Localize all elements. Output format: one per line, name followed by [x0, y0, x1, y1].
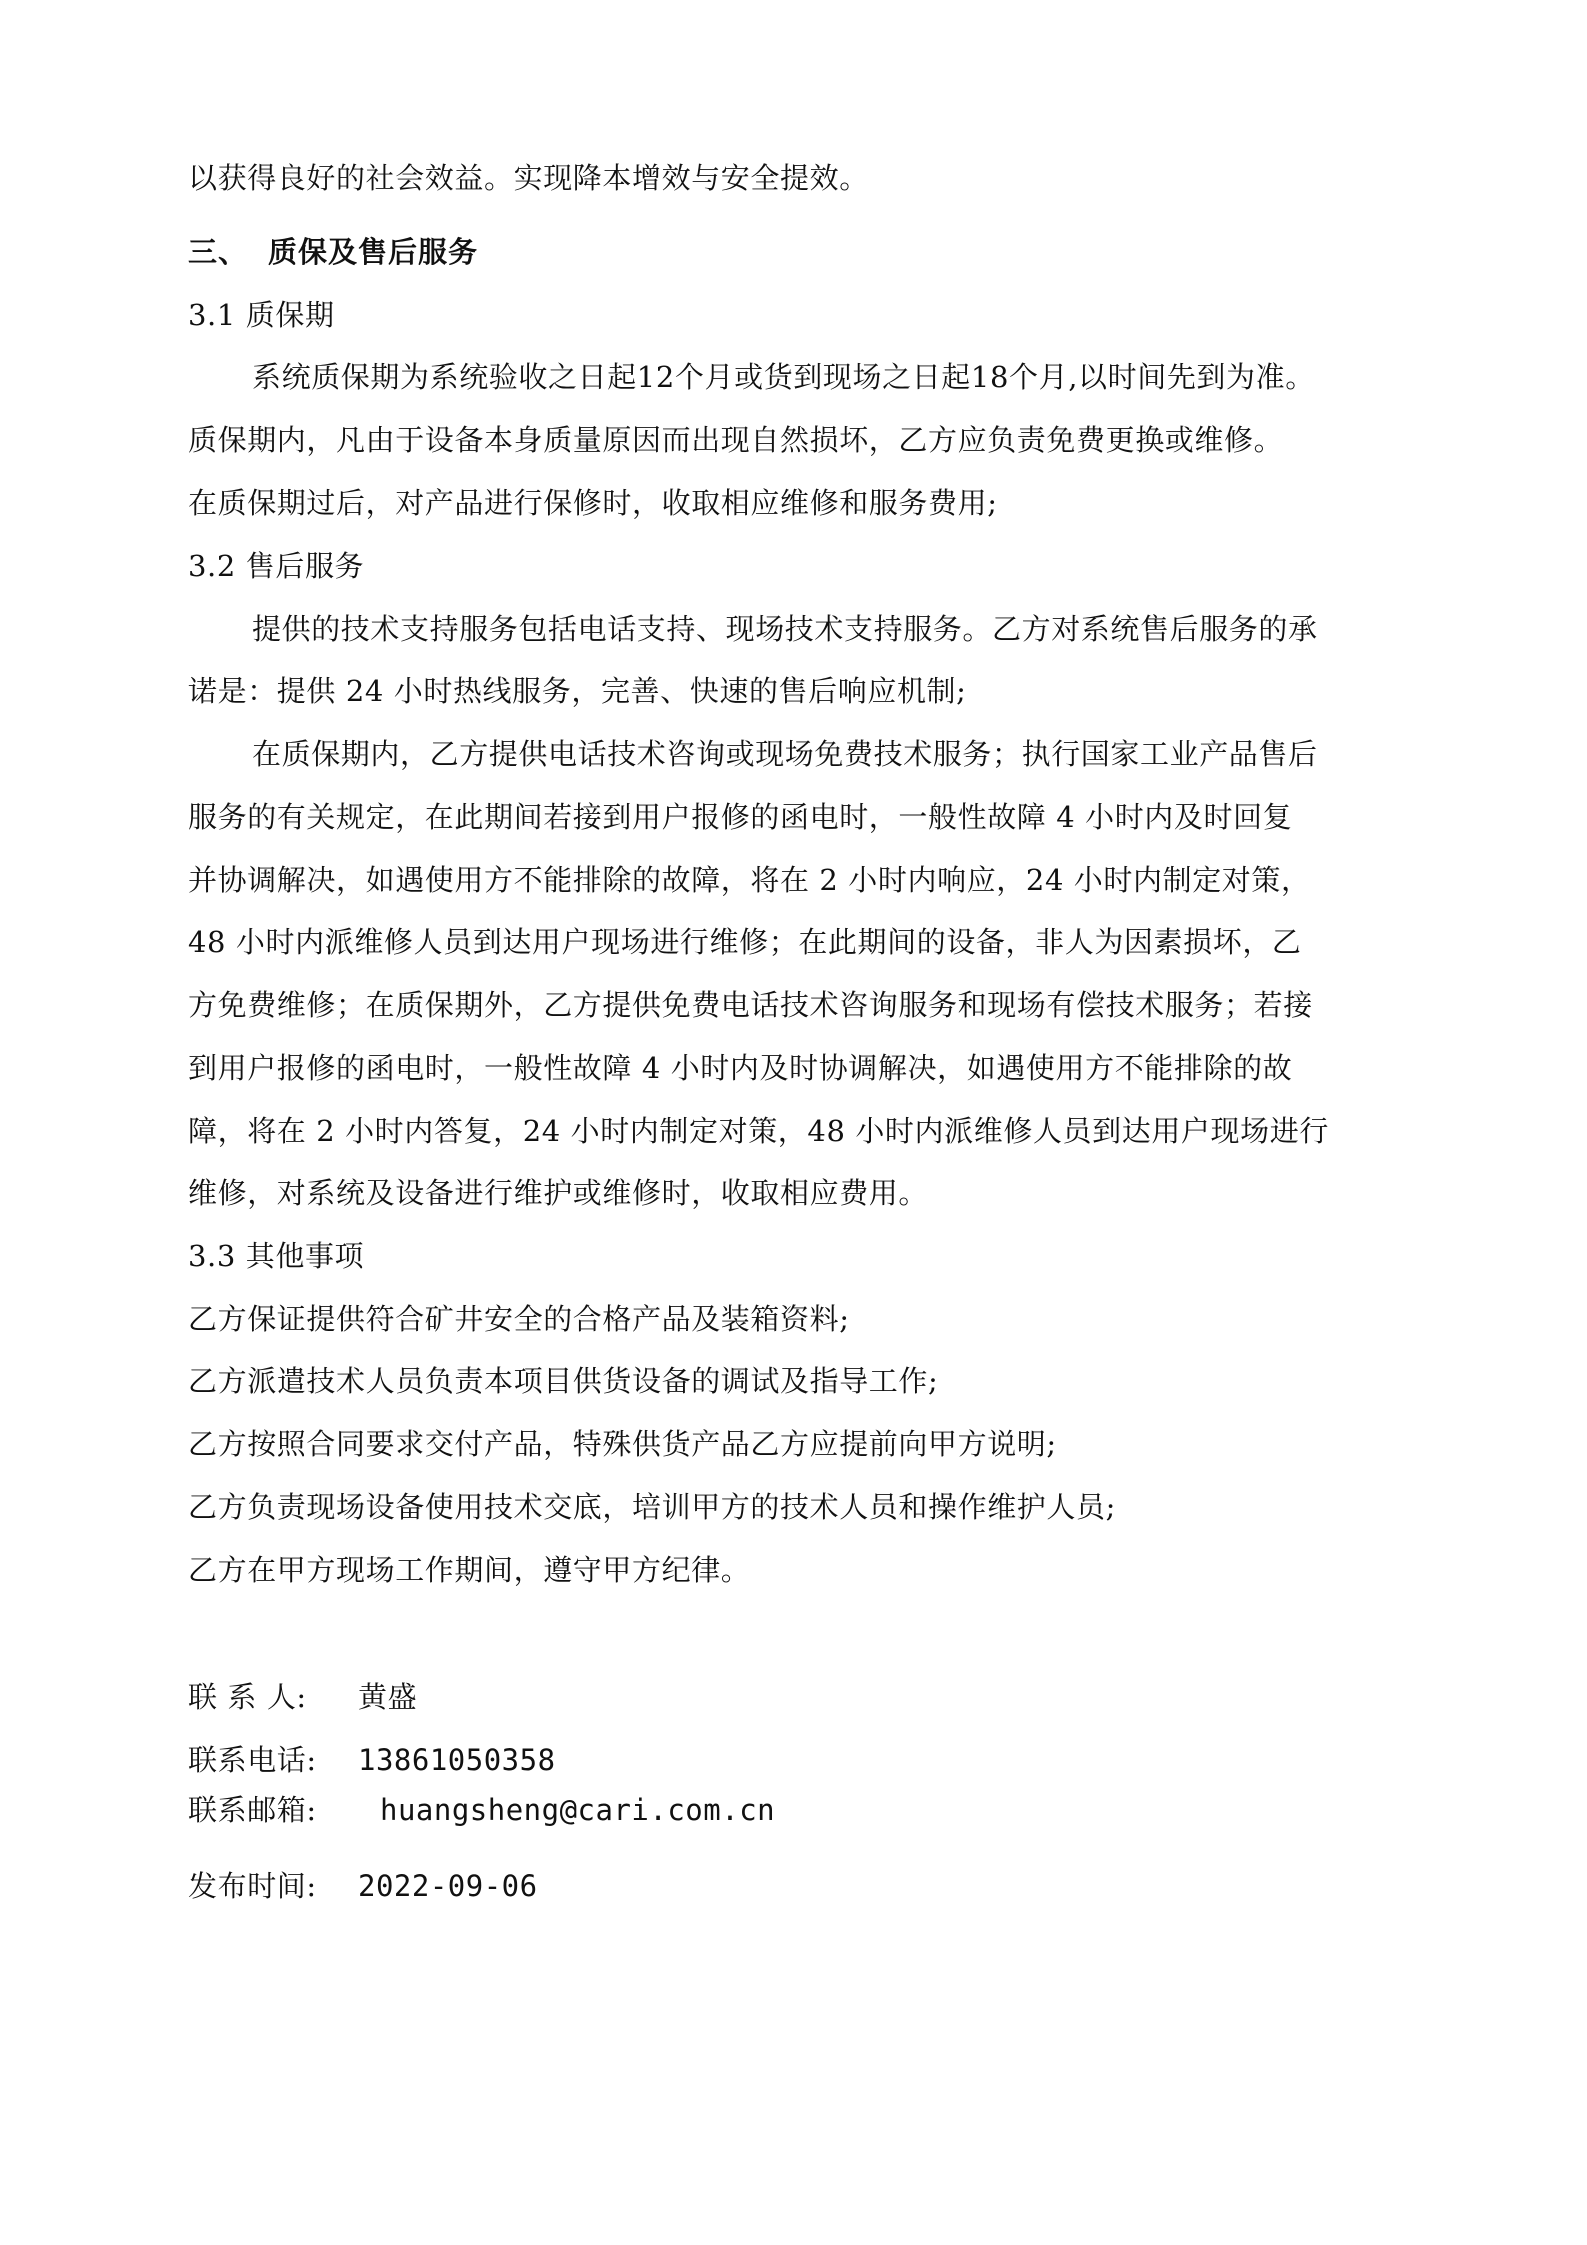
contact-phone-row — [188, 1740, 1408, 1780]
section-heading — [188, 232, 1408, 272]
contact-email-value[interactable]: huangsheng@cari.com.cn — [380, 1793, 776, 1827]
publish-date-label: 发布时间: — [188, 1869, 317, 1903]
list-item: 乙方按照合同要求交付产品，特殊供货产品乙方应提前向甲方说明; — [188, 1427, 1057, 1461]
paragraph-line: 质保期内，凡由于设备本身质量原因而出现自然损坏，乙方应负责免费更换或维修。 — [188, 423, 1284, 457]
list-item: 乙方派遣技术人员负责本项目供货设备的调试及指导工作; — [188, 1364, 939, 1398]
intro-tail-text: 以获得良好的社会效益。实现降本增效与安全提效。 — [188, 161, 869, 195]
section-number: 三、 — [188, 235, 249, 269]
paragraph-line: 系统质保期为系统验收之日起12个月或货到现场之日起18个月,以时间先到为准。 — [252, 360, 1315, 394]
paragraph-line: 48 小时内派维修人员到达用户现场进行维修；在此期间的设备，非人为因素损坏，乙 — [188, 925, 1302, 959]
contact-phone-value: 13861050358 — [358, 1743, 556, 1777]
subsection-title-3-3: 3.3 其他事项 — [188, 1239, 365, 1273]
list-item: 乙方保证提供符合矿井安全的合格产品及装箱资料; — [188, 1302, 850, 1336]
paragraph-line: 在质保期内，乙方提供电话技术咨询或现场免费技术服务；执行国家工业产品售后 — [252, 737, 1318, 771]
contact-person-row — [188, 1677, 1408, 1717]
paragraph-line: 诺是：提供 24 小时热线服务，完善、快速的售后响应机制; — [188, 674, 967, 708]
contact-phone-label: 联系电话: — [188, 1743, 317, 1777]
contact-email-row — [188, 1790, 1408, 1830]
list-item: 乙方在甲方现场工作期间，遵守甲方纪律。 — [188, 1553, 751, 1587]
contact-email-label: 联系邮箱: — [188, 1793, 317, 1827]
paragraph-line: 到用户报修的函电时，一般性故障 4 小时内及时协调解决，如遇使用方不能排除的故 — [188, 1051, 1293, 1085]
paragraph-line: 并协调解决，如遇使用方不能排除的故障，将在 2 小时内响应，24 小时内制定对策， — [188, 863, 1311, 897]
publish-date-value: 2022-09-06 — [358, 1869, 538, 1903]
list-item: 乙方负责现场设备使用技术交底，培训甲方的技术人员和操作维护人员; — [188, 1490, 1116, 1524]
contact-person-value: 黄盛 — [358, 1680, 418, 1714]
paragraph-line: 障，将在 2 小时内答复，24 小时内制定对策，48 小时内派维修人员到达用户现场进行 — [188, 1114, 1329, 1148]
contact-person-label: 联 系 人: — [188, 1680, 307, 1714]
subsection-title-3-2: 3.2 售后服务 — [188, 549, 365, 583]
paragraph-line: 服务的有关规定，在此期间若接到用户报修的函电时，一般性故障 4 小时内及时回复 — [188, 800, 1293, 834]
section-title: 质保及售后服务 — [268, 235, 479, 269]
paragraph-line: 方免费维修；在质保期外，乙方提供免费电话技术咨询服务和现场有偿技术服务；若接 — [188, 988, 1313, 1022]
subsection-title-3-1: 3.1 质保期 — [188, 298, 335, 332]
paragraph-line: 在质保期过后，对产品进行保修时，收取相应维修和服务费用; — [188, 486, 998, 520]
publish-date-row — [188, 1866, 1408, 1906]
paragraph-line: 提供的技术支持服务包括电话支持、现场技术支持服务。乙方对系统售后服务的承 — [252, 612, 1318, 646]
paragraph-line: 维修，对系统及设备进行维护或维修时，收取相应费用。 — [188, 1176, 929, 1210]
